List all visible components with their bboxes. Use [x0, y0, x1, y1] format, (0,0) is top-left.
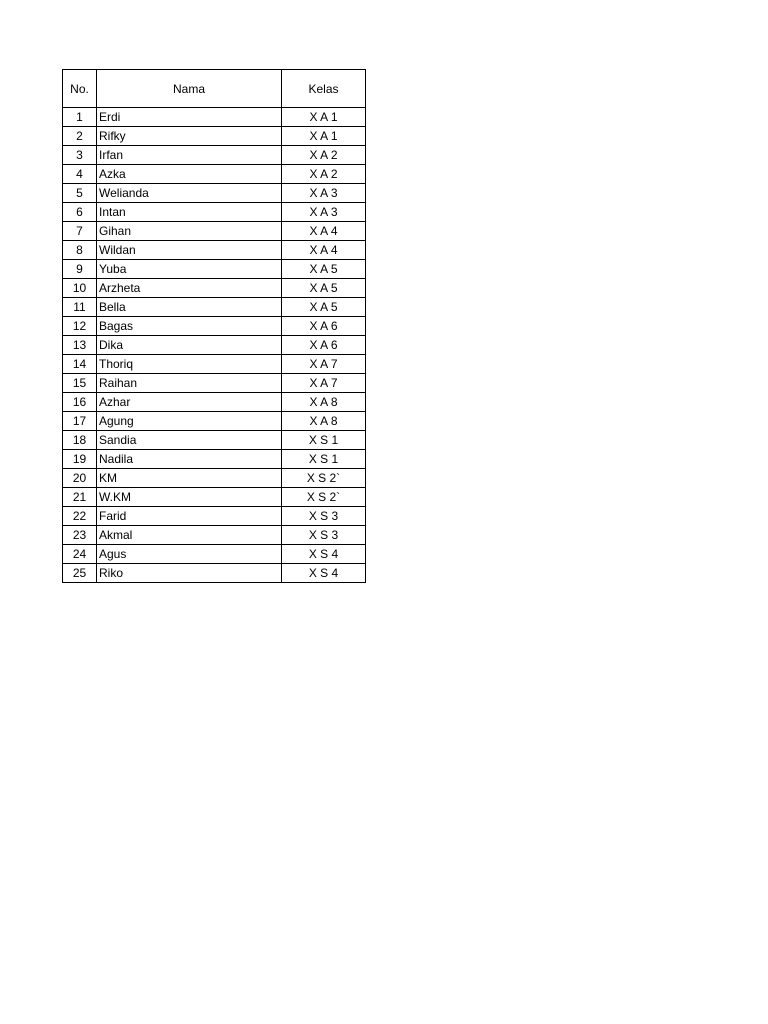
student-name: Raihan [97, 374, 282, 393]
row-number: 8 [63, 241, 97, 260]
row-number: 7 [63, 222, 97, 241]
table-row [63, 545, 366, 564]
student-name: Yuba [97, 260, 282, 279]
header-kelas: Kelas [282, 70, 366, 108]
row-number: 13 [63, 336, 97, 355]
row-number: 22 [63, 507, 97, 526]
table-row [63, 507, 366, 526]
table-row [63, 469, 366, 488]
student-name: Dika [97, 336, 282, 355]
table-row [63, 298, 366, 317]
student-class: X A 4 [282, 222, 366, 241]
student-name: Erdi [97, 108, 282, 127]
student-name: Akmal [97, 526, 282, 545]
table-row [63, 526, 366, 545]
student-class: X A 6 [282, 336, 366, 355]
table-row [63, 146, 366, 165]
student-class: X S 2` [282, 488, 366, 507]
student-name: Sandia [97, 431, 282, 450]
table-row [63, 336, 366, 355]
student-name: Bagas [97, 317, 282, 336]
student-class: X S 2` [282, 469, 366, 488]
table-row [63, 127, 366, 146]
student-name: Agus [97, 545, 282, 564]
row-number: 16 [63, 393, 97, 412]
table-row [63, 279, 366, 298]
student-name: Intan [97, 203, 282, 222]
student-class: X A 7 [282, 374, 366, 393]
row-number: 21 [63, 488, 97, 507]
row-number: 19 [63, 450, 97, 469]
student-class: X A 5 [282, 260, 366, 279]
table-row [63, 393, 366, 412]
student-class: X A 8 [282, 393, 366, 412]
student-class: X A 2 [282, 146, 366, 165]
table-row [63, 488, 366, 507]
student-name: Arzheta [97, 279, 282, 298]
student-name: Nadila [97, 450, 282, 469]
student-class: X S 1 [282, 431, 366, 450]
row-number: 23 [63, 526, 97, 545]
row-number: 25 [63, 564, 97, 583]
table-row [63, 241, 366, 260]
student-class: X S 4 [282, 545, 366, 564]
student-class: X A 5 [282, 279, 366, 298]
student-name: Farid [97, 507, 282, 526]
header-no: No. [63, 70, 97, 108]
student-class: X S 3 [282, 507, 366, 526]
row-number: 3 [63, 146, 97, 165]
student-name: Azhar [97, 393, 282, 412]
row-number: 4 [63, 165, 97, 184]
student-class: X A 1 [282, 127, 366, 146]
student-name: Wildan [97, 241, 282, 260]
table-body [63, 108, 366, 583]
student-class: X S 1 [282, 450, 366, 469]
row-number: 14 [63, 355, 97, 374]
student-class: X A 4 [282, 241, 366, 260]
student-class: X A 5 [282, 298, 366, 317]
row-number: 10 [63, 279, 97, 298]
row-number: 18 [63, 431, 97, 450]
table-row [63, 184, 366, 203]
student-class-table [62, 69, 366, 583]
student-class: X S 4 [282, 564, 366, 583]
student-class: X A 3 [282, 184, 366, 203]
student-name: Irfan [97, 146, 282, 165]
student-class: X A 2 [282, 165, 366, 184]
row-number: 17 [63, 412, 97, 431]
table-row [63, 412, 366, 431]
table-row [63, 355, 366, 374]
row-number: 11 [63, 298, 97, 317]
student-name: Bella [97, 298, 282, 317]
student-class: X S 3 [282, 526, 366, 545]
table-row [63, 165, 366, 184]
student-name: Welianda [97, 184, 282, 203]
row-number: 15 [63, 374, 97, 393]
student-class: X A 3 [282, 203, 366, 222]
row-number: 24 [63, 545, 97, 564]
table-row [63, 108, 366, 127]
student-name: KM [97, 469, 282, 488]
student-name: Azka [97, 165, 282, 184]
header-row [63, 70, 366, 108]
row-number: 2 [63, 127, 97, 146]
student-name: W.KM [97, 488, 282, 507]
student-name: Gihan [97, 222, 282, 241]
row-number: 20 [63, 469, 97, 488]
student-class: X A 8 [282, 412, 366, 431]
student-class: X A 1 [282, 108, 366, 127]
table-row [63, 260, 366, 279]
table-row [63, 450, 366, 469]
row-number: 12 [63, 317, 97, 336]
student-class: X A 6 [282, 317, 366, 336]
table-row [63, 564, 366, 583]
table-row [63, 222, 366, 241]
student-class: X A 7 [282, 355, 366, 374]
row-number: 6 [63, 203, 97, 222]
table-row [63, 374, 366, 393]
student-name: Riko [97, 564, 282, 583]
header-nama: Nama [97, 70, 282, 108]
table-row [63, 431, 366, 450]
table-row [63, 317, 366, 336]
table-header [63, 70, 366, 108]
student-name: Thoriq [97, 355, 282, 374]
row-number: 1 [63, 108, 97, 127]
student-name: Rifky [97, 127, 282, 146]
table-row [63, 203, 366, 222]
row-number: 9 [63, 260, 97, 279]
row-number: 5 [63, 184, 97, 203]
student-name: Agung [97, 412, 282, 431]
